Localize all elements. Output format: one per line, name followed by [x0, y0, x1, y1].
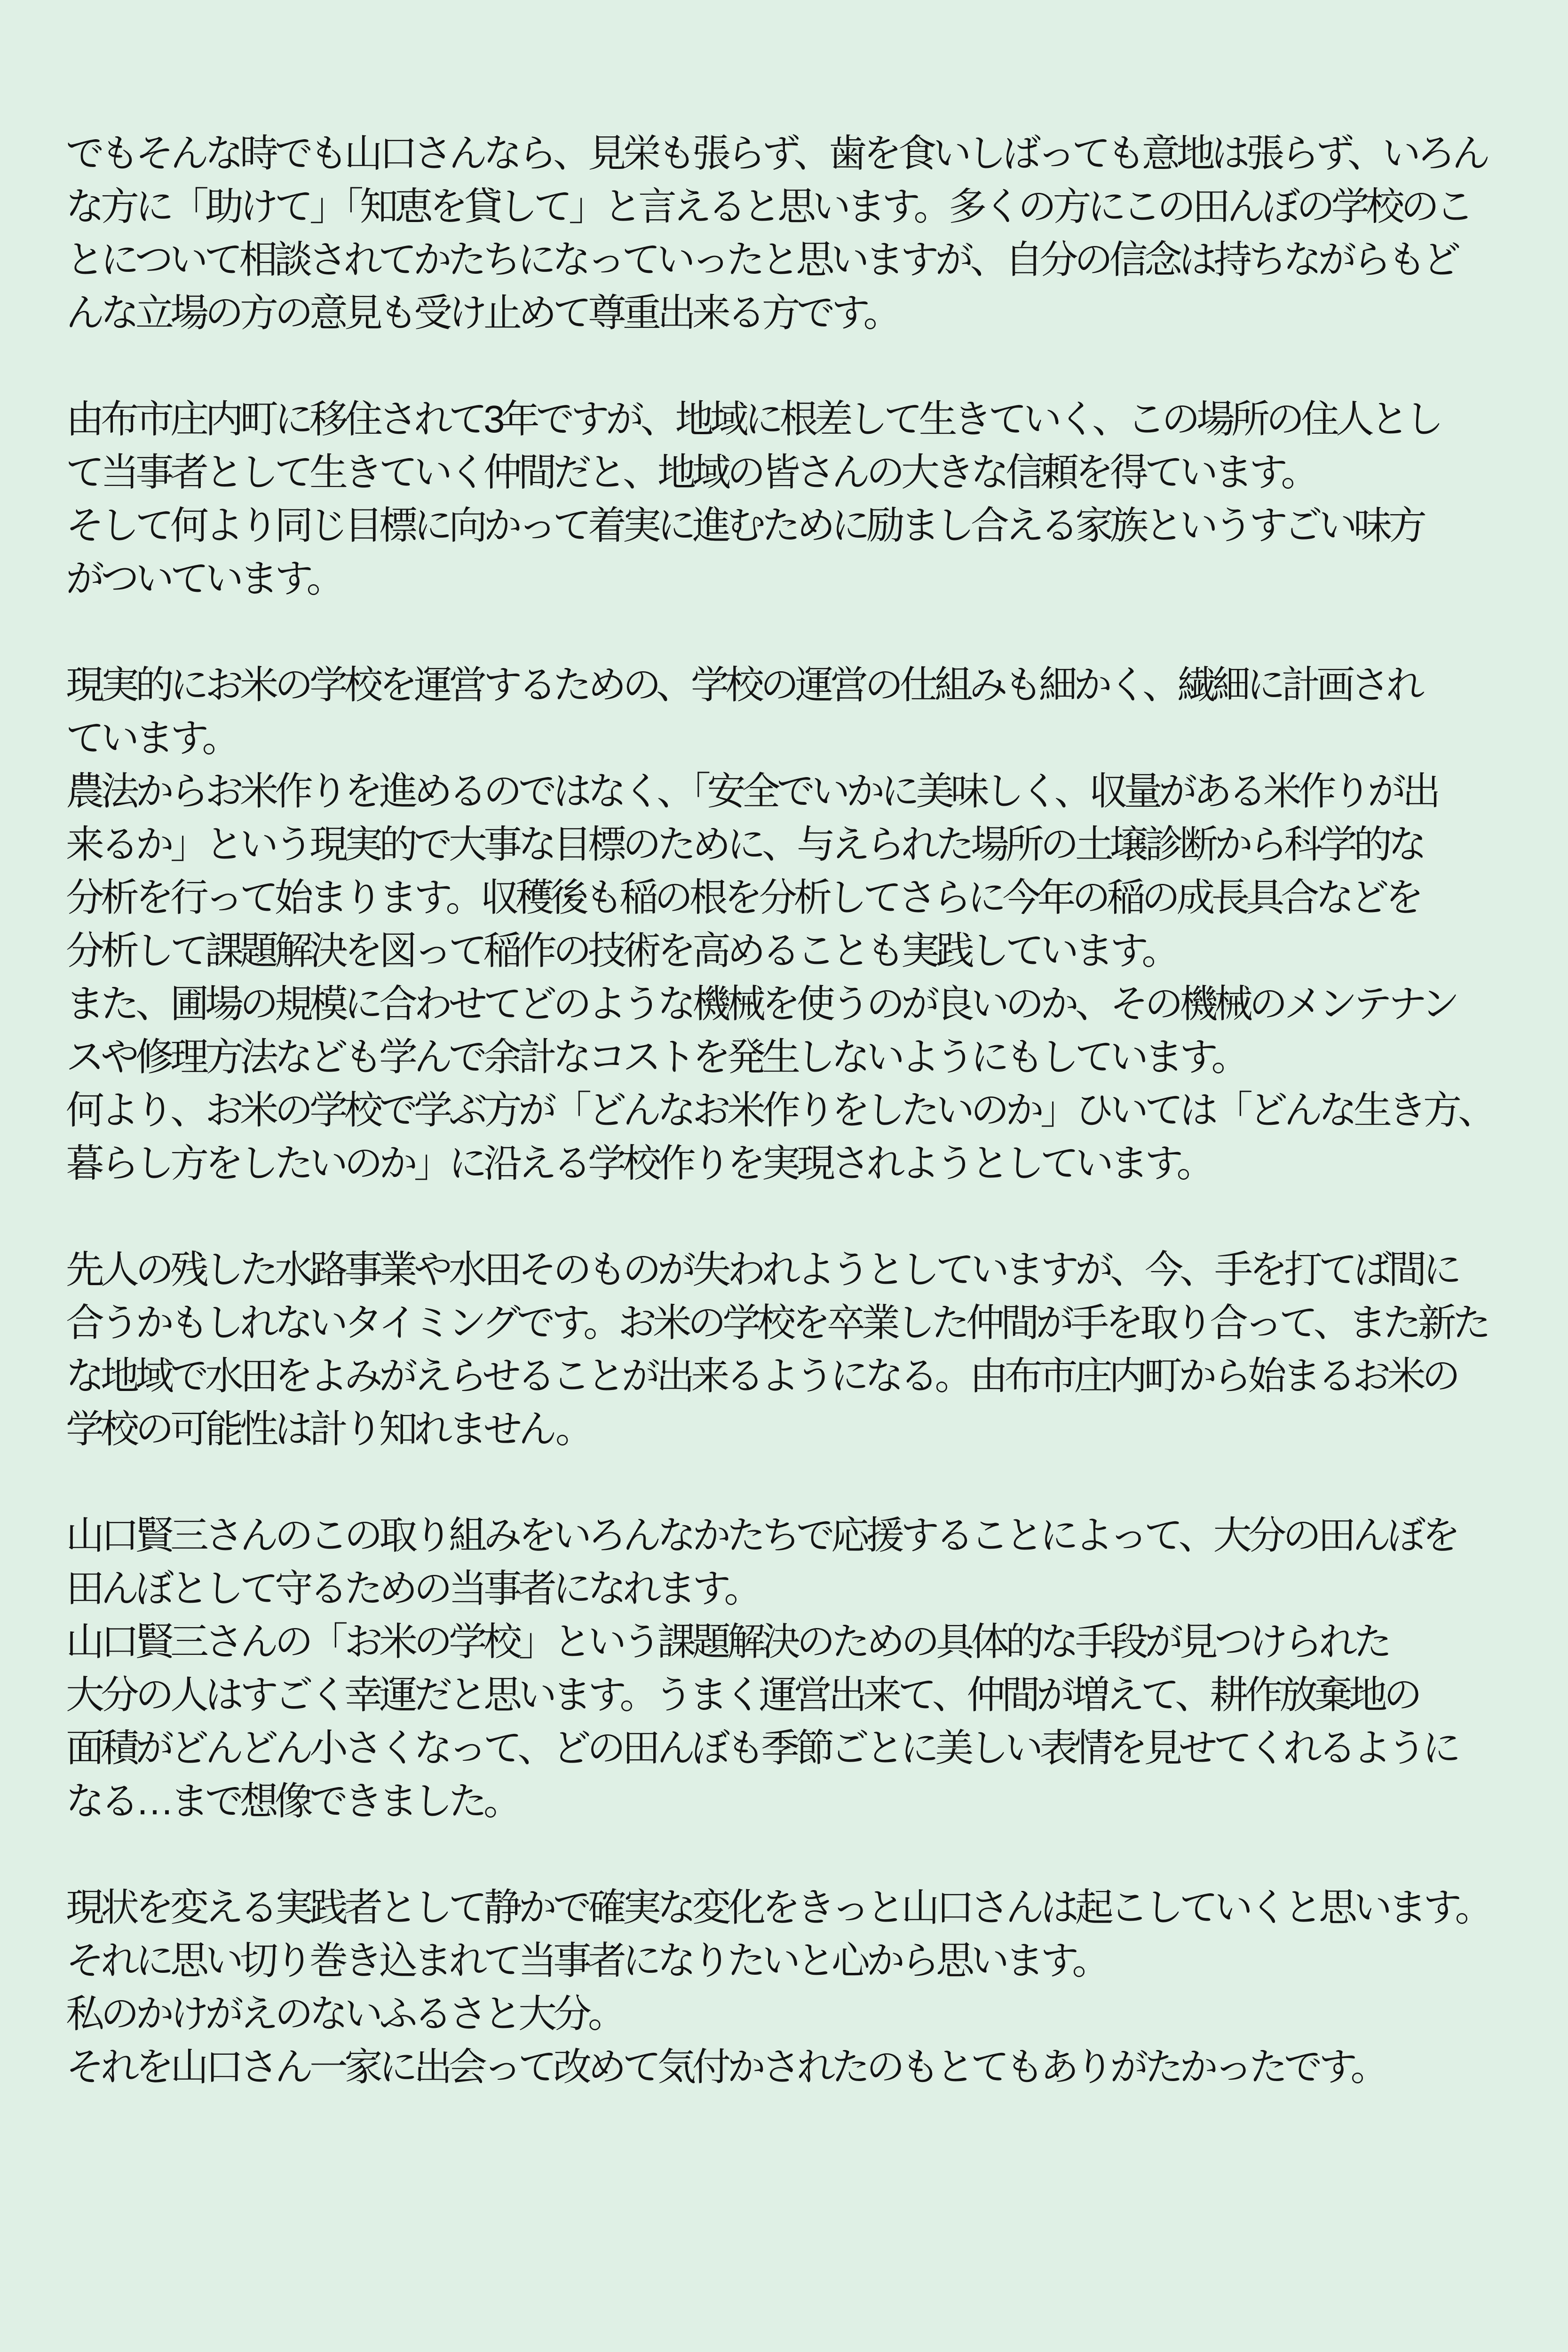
paragraph	[66, 1243, 1512, 1456]
text-line: な方に「助けて」「知恵を貸して」と言えると思います。多くの方にこの田んぼの学校のこ	[66, 185, 1471, 228]
text-line: 何より、お米の学校で学ぶ方が「どんなお米作りをしたいのか」ひいては「どんな生き方、	[66, 1089, 1493, 1132]
text-line: な地域で水田をよみがえらせることが出来るようになる。由布市庄内町から始まるお米の	[66, 1355, 1457, 1398]
text-line: 山口賢三さんの「お米の学校」という課題解決のための具体的な手段が見つけられた	[66, 1621, 1389, 1663]
paragraph	[66, 1509, 1512, 1828]
text-line: でもそんな時でも山口さんなら、見栄も張らず、歯を食いしばっても意地は張らず、いろん	[66, 132, 1487, 175]
text-line: 私のかけがえのないふるさと大分。	[66, 1993, 623, 2035]
text-line: 面積がどんどん小さくなって、どの田んぼも季節ごとに美しい表情を見せてくれるように	[66, 1727, 1457, 1770]
paragraph	[66, 393, 1512, 605]
text-line: 学校の可能性は計り知れません。	[66, 1408, 590, 1451]
text-line: 山口賢三さんのこの取り組みをいろんなかたちで応援することによって、大分の田んぼを	[66, 1514, 1457, 1557]
text-line: 先人の残した水路事業や水田そのものが失われようとしていますが、今、手を打てば間に	[66, 1248, 1458, 1291]
text-line: 農法からお米作りを進めるのではなく、「安全でいかに美味しく、収量がある米作りが出	[66, 770, 1437, 813]
text-line: 分析を行って始まります。収穫後も稲の根を分析してさらに今年の稲の成長具合などを	[66, 876, 1420, 919]
text-line: 由布市庄内町に移住されて3年ですが、地域に根差して生きていく、この場所の住人とし	[66, 398, 1440, 441]
text-line: ています。	[66, 717, 237, 760]
text-line: それに思い切り巻き込まれて当事者になりたいと心から思います。	[66, 1939, 1107, 1982]
paragraph	[66, 659, 1512, 1190]
text-line: 現状を変える実践者として静かで確実な変化をきっと山口さんは起こしていくと思います。	[66, 1886, 1490, 1929]
paragraph	[66, 1881, 1512, 2094]
text-line: スや修理方法なども学んで余計なコストを発生しないようにもしています。	[66, 1036, 1246, 1079]
text-line: がついています。	[66, 557, 341, 600]
text-line: とについて相談されてかたちになっていったと思いますが、自分の信念は持ちながらもど	[66, 238, 1457, 281]
text-line: 合うかもしれないタイミングです。お米の学校を卒業した仲間が手を取り合って、また新た	[66, 1302, 1488, 1344]
paragraph	[66, 127, 1512, 340]
text-line: 分析して課題解決を図って稲作の技術を高めることも実践しています。	[66, 930, 1177, 972]
text-line: んな立場の方の意見も受け止めて尊重出来る方です。	[66, 292, 898, 334]
text-line: それを山口さん一家に出会って改めて気付かされたのもとてもありがたかったです。	[66, 2046, 1386, 2089]
text-line: て当事者として生きていく仲間だと、地域の皆さんの大きな信頼を得ています。	[66, 451, 1316, 494]
text-line: また、圃場の規模に合わせてどのような機械を使うのが良いのか、その機械のメンテナン	[66, 983, 1456, 1025]
text-line: なる…まで想像できました。	[66, 1780, 519, 1823]
text-line: そして何より同じ目標に向かって着実に進むために励まし合える家族というすごい味方	[66, 504, 1424, 547]
text-line: 大分の人はすごく幸運だと思います。うまく運営出来て、仲間が増えて、耕作放棄地の	[66, 1674, 1419, 1716]
text-line: 暮らし方をしたいのか」に沿える学校作りを実現されようとしています。	[66, 1142, 1212, 1185]
text-line: 田んぼとして守るための当事者になれます。	[66, 1567, 759, 1610]
text-line: 来るか」という現実的で大事な目標のために、与えられた場所の土壌診断から科学的な	[66, 823, 1424, 866]
text-line: 現実的にお米の学校を運営するための、学校の運営の仕組みも細かく、繊細に計画され	[66, 664, 1421, 707]
